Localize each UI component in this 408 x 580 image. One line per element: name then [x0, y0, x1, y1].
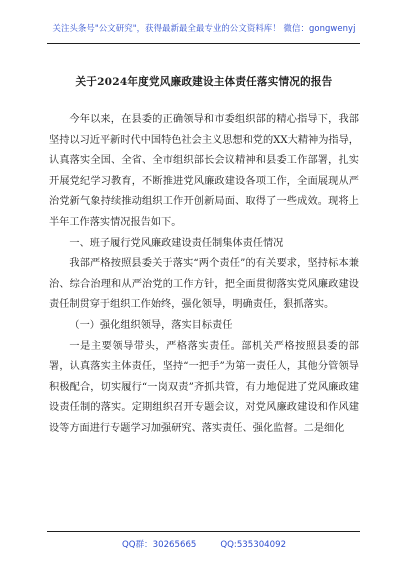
paragraph-section-1: 我部严格按照县委关于落实“两个责任”的有关要求，坚持标本兼治、综合治理和从严治党的工作方针，把全面贯彻落实党风廉政建设责任制贯穿于组织工作始终，强化领导，明确责任，狠抓落实。 — [49, 258, 359, 311]
paragraph-subsection-1: 一是主要领导带头，严格落实责任。部机关严格按照县委的部署，认真落实主体责任，坚持“一把手”为第一责任人，其他分管领导积极配合，切实履行“一岗双责”齐抓共管，有力地促进了党风廉政建设责任制的落实。定期组织召开专题会议，对党风廉政建设和作风建设等方面进行专题学习加强研究、落实责任、强化监督。二是细化 — [49, 340, 359, 434]
footer-rule — [47, 531, 360, 532]
subsection-heading-1: （一）强化组织领导，落实目标责任 — [69, 319, 233, 331]
header-rule — [47, 43, 360, 44]
section-heading-1: 一、班子履行党风廉政建设责任制集体责任情况 — [69, 237, 284, 249]
footer-note — [0, 538, 408, 550]
document-title: 关于2024年度党风廉政建设主体责任落实情况的报告 — [75, 76, 333, 88]
paragraph-intro: 今年以来，在县委的正确领导和市委组织部的精心指导下，我部坚持以习近平新时代中国特色社会主义思想和党的XX大精神为指导，认真落实全国、全省、全市组织部长会议精神和县委工作部署，扎实开展党纪学习教育，不断推进党风廉政建设各项工作，全面展现从严治党新气象持续推动组织工作开创新局面、取得了一些成效。现将上半年工作落实情况报告如下。 — [49, 114, 359, 228]
footer-qq-group: QQ群：30265665 — [121, 540, 197, 550]
document-body — [49, 110, 359, 440]
header-note: 关注头条号"公文研究"，获得最新最全最专业的公文资料库！ 微信：gongwenyj — [52, 23, 356, 33]
footer-qq: QQ:535304092 — [220, 540, 287, 550]
